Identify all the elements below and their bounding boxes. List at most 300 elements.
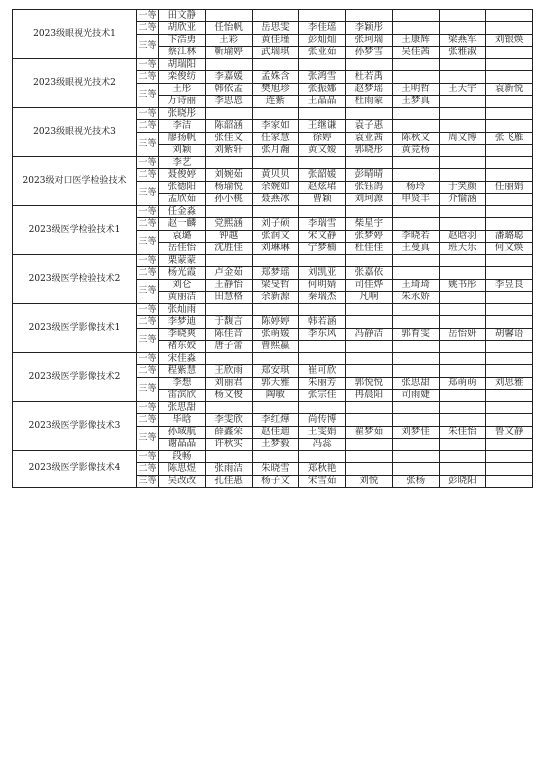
award-level-cell: 三等 (137, 279, 159, 304)
student-name-cell: 杜雨蒙 (346, 95, 393, 107)
class-name-cell: 2023级医学影像技术2 (13, 353, 137, 402)
student-name-cell (392, 169, 439, 181)
student-name-cell: 张鸿雪 (299, 71, 346, 83)
table-row (13, 108, 533, 120)
student-name-cell: 栾俊纺 (159, 71, 206, 83)
student-name-cell (486, 463, 533, 475)
student-name-cell: 王琦琦 (392, 279, 439, 291)
student-name-cell (486, 22, 533, 34)
student-name-cell (486, 144, 533, 156)
student-name-cell: 刘珂源 (346, 193, 393, 205)
student-name-cell (486, 438, 533, 450)
award-table (12, 9, 533, 488)
award-level-cell: 一等 (138, 451, 157, 462)
student-name-cell: 王彤 (159, 83, 206, 95)
student-name-cell: 宋文静 (299, 230, 346, 242)
student-name-cell (439, 438, 486, 450)
class-name-cell: 2023级眼视光技术2 (13, 59, 137, 108)
student-name-cell (252, 402, 299, 414)
student-name-cell: 刘凯亚 (299, 267, 346, 279)
student-name-cell: 柴星宇 (346, 218, 393, 230)
student-name-cell (205, 108, 252, 120)
student-name-cell: 李嘉媛 (205, 71, 252, 83)
student-name-cell: 梁旻哲 (252, 279, 299, 291)
student-name-cell: 郑秋艳 (299, 463, 346, 475)
student-name-cell: 朱永娇 (392, 291, 439, 303)
student-name-cell: 陈思煜 (159, 463, 206, 475)
student-name-cell: 赵梦瑶 (346, 83, 393, 95)
award-level-cell: 三等 (137, 328, 159, 353)
student-name-cell (486, 316, 533, 328)
student-name-cell: 王康辉 (392, 34, 439, 46)
student-name-cell: 李瑞雪 (299, 218, 346, 230)
student-name-cell (299, 340, 346, 352)
student-name-cell: 党熙涵 (205, 218, 252, 230)
student-name-cell: 王梦真 (392, 95, 439, 107)
student-name-cell: 李家如 (252, 120, 299, 132)
student-name-cell: 刘梦佳 (392, 426, 439, 438)
student-name-cell: 徐婷 (299, 132, 346, 144)
student-name-cell: 宁梦楠 (299, 242, 346, 254)
student-name-cell (346, 206, 393, 218)
student-name-cell (346, 157, 393, 169)
student-name-cell (486, 193, 533, 205)
award-level-cell: 二等 (138, 71, 157, 82)
student-name-cell (392, 365, 439, 377)
student-name-cell (439, 316, 486, 328)
student-name-cell: 孔佳惠 (205, 475, 252, 487)
student-name-cell (486, 389, 533, 401)
student-name-cell: 岳思雯 (252, 22, 299, 34)
student-name-cell (346, 255, 393, 267)
student-name-cell: 黄文嫒 (299, 144, 346, 156)
student-name-cell (392, 438, 439, 450)
student-name-cell (486, 414, 533, 426)
student-name-cell (299, 353, 346, 365)
award-level-cell: 一等 (138, 402, 157, 413)
student-name-cell: 栗蒙蒙 (159, 255, 206, 267)
student-name-cell: 赵佳迪 (252, 426, 299, 438)
award-level-cell: 二等 (138, 316, 157, 327)
student-name-cell: 刘思雅 (486, 377, 533, 389)
student-name-cell (392, 340, 439, 352)
student-name-cell (299, 108, 346, 120)
student-name-cell: 李佳瑶 (299, 22, 346, 34)
award-level-cell: 三等 (137, 132, 159, 157)
student-name-cell: 袁璐 (159, 230, 206, 242)
student-name-cell (392, 402, 439, 414)
student-name-cell: 郭悦悦 (346, 377, 393, 389)
student-name-cell: 张振娜 (299, 83, 346, 95)
student-name-cell (392, 120, 439, 132)
student-name-cell: 田文静 (159, 10, 206, 22)
student-name-cell: 孙域航 (159, 426, 206, 438)
student-name-cell: 杜佳佳 (346, 242, 393, 254)
student-name-cell: 韩若涵 (299, 316, 346, 328)
student-name-cell: 孟姝含 (252, 71, 299, 83)
student-name-cell: 凡响 (346, 291, 393, 303)
student-name-cell: 张雅淑 (439, 46, 486, 58)
student-name-cell: 张思甜 (392, 377, 439, 389)
student-name-cell (439, 389, 486, 401)
student-name-cell: 朱丽芳 (299, 377, 346, 389)
award-level-cell: 二等 (138, 365, 157, 376)
student-name-cell: 张飞雁 (486, 132, 533, 144)
student-name-cell: 褚东姣 (159, 340, 206, 352)
student-name-cell: 杨光霞 (159, 267, 206, 279)
student-name-cell: 刘紫轩 (205, 144, 252, 156)
student-name-cell: 杨瑜悦 (205, 181, 252, 193)
student-name-cell: 薛鑫荣 (205, 426, 252, 438)
student-name-cell (439, 365, 486, 377)
student-name-cell: 李红燁 (252, 414, 299, 426)
student-name-cell: 刘子硕 (252, 218, 299, 230)
table-row (13, 304, 533, 316)
student-name-cell (439, 144, 486, 156)
student-name-cell (486, 365, 533, 377)
student-name-cell (486, 206, 533, 218)
student-name-cell (205, 157, 252, 169)
student-name-cell: 杜若禹 (346, 71, 393, 83)
student-name-cell: 冉晨阳 (346, 389, 393, 401)
student-name-cell: 于馥言 (205, 316, 252, 328)
award-level-cell: 三等 (137, 83, 159, 108)
student-name-cell: 余婉如 (252, 181, 299, 193)
student-name-cell (392, 353, 439, 365)
award-level-cell: 二等 (138, 414, 157, 425)
student-name-cell: 许秋实 (205, 438, 252, 450)
award-level-cell: 三等 (137, 34, 159, 59)
student-name-cell (252, 255, 299, 267)
student-name-cell (392, 255, 439, 267)
student-name-cell: 樊旭珍 (252, 83, 299, 95)
student-name-cell: 宋佳淼 (159, 353, 206, 365)
student-name-cell (205, 451, 252, 463)
student-name-cell (486, 353, 533, 365)
student-name-cell: 刘琳琳 (252, 242, 299, 254)
student-name-cell (392, 218, 439, 230)
student-name-cell (486, 255, 533, 267)
student-name-cell (439, 59, 486, 71)
student-name-cell (439, 340, 486, 352)
class-name-cell: 2023级医学影像技术1 (13, 304, 137, 353)
student-name-cell: 李颖彤 (346, 22, 393, 34)
award-level-cell: 二等 (138, 463, 157, 474)
student-name-cell: 彭晓阳 (439, 475, 486, 487)
student-name-cell (439, 108, 486, 120)
student-name-cell (252, 206, 299, 218)
student-name-cell (205, 59, 252, 71)
class-name-cell: 2023级医学检验技术1 (13, 206, 137, 255)
student-name-cell (392, 10, 439, 22)
student-name-cell: 何文焕 (486, 242, 533, 254)
student-name-cell: 李晓爽 (159, 328, 206, 340)
student-name-cell (205, 353, 252, 365)
student-name-cell (439, 414, 486, 426)
class-name-cell: 2023级医学影像技术4 (13, 451, 137, 488)
student-name-cell (299, 206, 346, 218)
student-name-cell (486, 10, 533, 22)
student-name-cell: 翟梦茹 (346, 426, 393, 438)
award-level-cell: 三等 (137, 426, 159, 451)
award-level-cell: 一等 (138, 353, 157, 364)
student-name-cell: 王天宇 (439, 83, 486, 95)
student-name-cell: 段畅 (159, 451, 206, 463)
student-name-cell: 杨玲 (392, 181, 439, 193)
student-name-cell: 司佳烨 (346, 279, 393, 291)
student-name-cell: 宋雪茹 (299, 475, 346, 487)
class-name-cell: 2023级医学影像技术3 (13, 402, 137, 451)
student-name-cell: 彭灿灿 (299, 34, 346, 46)
student-name-cell: 袁新悦 (486, 83, 533, 95)
student-name-cell: 李思恩 (205, 95, 252, 107)
student-name-cell: 谢晶晶 (159, 438, 206, 450)
table-row (13, 10, 533, 22)
student-name-cell (486, 95, 533, 107)
student-name-cell: 任怡帆 (205, 22, 252, 34)
student-name-cell: 尚传博 (299, 414, 346, 426)
award-level-cell: 一等 (138, 59, 157, 70)
award-list-sheet (12, 9, 532, 488)
student-name-cell: 李梦迪 (159, 316, 206, 328)
award-level-cell: 二等 (138, 218, 157, 229)
student-name-cell (346, 340, 393, 352)
student-name-cell (299, 304, 346, 316)
student-name-cell: 陈秋文 (392, 132, 439, 144)
student-name-cell: 胡欣亚 (159, 22, 206, 34)
student-name-cell: 钟越 (205, 230, 252, 242)
table-row (13, 402, 533, 414)
student-name-cell (299, 59, 346, 71)
award-level-cell: 三等 (138, 476, 157, 487)
student-name-cell: 姚书彤 (439, 279, 486, 291)
student-name-cell: 岳佳怡 (159, 242, 206, 254)
student-name-cell: 何明婧 (299, 279, 346, 291)
student-name-cell: 崔可欣 (299, 365, 346, 377)
student-name-cell (392, 157, 439, 169)
student-name-cell: 朱佳怡 (439, 426, 486, 438)
student-name-cell (439, 95, 486, 107)
student-name-cell (346, 59, 393, 71)
student-name-cell (486, 267, 533, 279)
student-name-cell: 陈韶涵 (205, 120, 252, 132)
student-name-cell: 赵一麟 (159, 218, 206, 230)
student-name-cell: 郭晓彤 (346, 144, 393, 156)
student-name-cell (486, 120, 533, 132)
student-name-cell: 卢金茹 (205, 267, 252, 279)
student-name-cell: 张韶媛 (299, 169, 346, 181)
student-name-cell (439, 169, 486, 181)
student-name-cell: 刘悦 (346, 475, 393, 487)
student-name-cell (486, 402, 533, 414)
student-name-cell: 刘仑 (159, 279, 206, 291)
student-name-cell: 连紫 (252, 95, 299, 107)
student-name-cell: 刘颖 (159, 144, 206, 156)
student-name-cell (486, 169, 533, 181)
student-name-cell (346, 463, 393, 475)
class-name-cell: 2023级眼视光技术1 (13, 10, 137, 59)
student-name-cell (346, 451, 393, 463)
student-name-cell (392, 451, 439, 463)
student-name-cell: 冯静洁 (346, 328, 393, 340)
student-name-cell (392, 206, 439, 218)
award-level-cell: 一等 (138, 304, 157, 315)
student-name-cell: 袁亚茜 (346, 132, 393, 144)
student-name-cell (392, 267, 439, 279)
student-name-cell: 潘璐聪 (486, 230, 533, 242)
student-name-cell (299, 10, 346, 22)
student-name-cell (392, 414, 439, 426)
student-name-cell: 陶敏 (252, 389, 299, 401)
student-name-cell: 黄丽洁 (159, 291, 206, 303)
student-name-cell: 张思甜 (159, 402, 206, 414)
student-name-cell: 秦瑞杰 (299, 291, 346, 303)
student-name-cell: 李晓若 (392, 230, 439, 242)
student-name-cell: 张嘉依 (346, 267, 393, 279)
student-name-cell: 张钰鸽 (346, 181, 393, 193)
student-name-cell: 聂燕冰 (252, 193, 299, 205)
student-name-cell (392, 59, 439, 71)
student-name-cell: 蔡江林 (159, 46, 206, 58)
student-name-cell: 胡瑞阳 (159, 59, 206, 71)
table-row (13, 255, 533, 267)
student-name-cell (439, 267, 486, 279)
student-name-cell: 任金淼 (159, 206, 206, 218)
student-name-cell: 杨子文 (252, 475, 299, 487)
student-name-cell: 余新源 (252, 291, 299, 303)
student-name-cell: 张灿雨 (159, 304, 206, 316)
student-name-cell (439, 218, 486, 230)
student-name-cell (439, 22, 486, 34)
student-name-cell: 万诗丽 (159, 95, 206, 107)
student-name-cell (392, 463, 439, 475)
student-name-cell: 杨文俊 (205, 389, 252, 401)
student-name-cell (252, 304, 299, 316)
student-name-cell (486, 46, 533, 58)
student-name-cell: 郑安琪 (252, 365, 299, 377)
student-name-cell: 鲁文静 (486, 426, 533, 438)
student-name-cell: 彭晴晴 (346, 169, 393, 181)
student-name-cell (439, 304, 486, 316)
class-name-cell: 2023级医学检验技术2 (13, 255, 137, 304)
student-name-cell (439, 255, 486, 267)
student-name-cell: 张月瀚 (252, 144, 299, 156)
student-name-cell: 赵晗羽 (439, 230, 486, 242)
award-level-cell: 一等 (138, 108, 157, 119)
student-name-cell: 刘丽君 (205, 377, 252, 389)
student-name-cell: 程紫慧 (159, 365, 206, 377)
student-name-cell: 班天乐 (439, 242, 486, 254)
student-name-cell: 李雯欣 (205, 414, 252, 426)
student-name-cell (439, 402, 486, 414)
student-name-cell (486, 451, 533, 463)
student-name-cell (205, 304, 252, 316)
student-name-cell (346, 402, 393, 414)
student-name-cell (205, 402, 252, 414)
student-name-cell (252, 10, 299, 22)
student-name-cell (299, 402, 346, 414)
student-name-cell: 岳怡妍 (439, 328, 486, 340)
student-name-cell (439, 291, 486, 303)
class-name-cell: 2023级眼视光技术3 (13, 108, 137, 157)
student-name-cell (252, 353, 299, 365)
student-name-cell: 廖扬帆 (159, 132, 206, 144)
student-name-cell (486, 157, 533, 169)
student-name-cell (346, 438, 393, 450)
student-name-cell (439, 120, 486, 132)
student-name-cell: 卞浩勇 (159, 34, 206, 46)
student-name-cell: 郭育雯 (392, 328, 439, 340)
student-name-cell: 孙梦雪 (346, 46, 393, 58)
student-name-cell: 司雨婕 (392, 389, 439, 401)
student-name-cell: 郭天雅 (252, 377, 299, 389)
student-name-cell (486, 340, 533, 352)
student-name-cell (252, 108, 299, 120)
student-name-cell: 韩依孟 (205, 83, 252, 95)
student-name-cell: 吴改改 (159, 475, 206, 487)
student-name-cell: 郑梦瑶 (252, 267, 299, 279)
award-level-cell: 三等 (137, 377, 159, 402)
student-name-cell (486, 475, 533, 487)
award-level-cell: 三等 (137, 230, 159, 255)
award-level-cell: 三等 (137, 181, 159, 206)
student-name-cell (346, 304, 393, 316)
student-name-cell (205, 206, 252, 218)
student-name-cell (439, 206, 486, 218)
table-row (13, 59, 533, 71)
student-name-cell (392, 22, 439, 34)
class-name-cell: 2023级对口医学检验技术 (13, 157, 137, 206)
student-name-cell: 李昱良 (486, 279, 533, 291)
student-name-cell (439, 10, 486, 22)
student-name-cell: 孟欣茹 (159, 193, 206, 205)
award-level-cell: 二等 (138, 267, 157, 278)
student-name-cell: 周文博 (439, 132, 486, 144)
student-name-cell: 靳瑜婷 (205, 46, 252, 58)
student-name-cell (392, 108, 439, 120)
student-name-cell: 雷滨欣 (159, 389, 206, 401)
student-name-cell (486, 59, 533, 71)
award-level-cell: 二等 (138, 22, 157, 33)
student-name-cell (486, 218, 533, 230)
student-name-cell (299, 451, 346, 463)
student-name-cell: 王梦毅 (252, 438, 299, 450)
student-name-cell: 于笑颜 (439, 181, 486, 193)
student-name-cell (392, 316, 439, 328)
student-name-cell: 申贤丰 (392, 193, 439, 205)
student-name-cell (252, 451, 299, 463)
student-name-cell: 陈婷婷 (252, 316, 299, 328)
student-name-cell: 王静怡 (205, 279, 252, 291)
student-name-cell: 武瑞琪 (252, 46, 299, 58)
student-name-cell (439, 353, 486, 365)
student-name-cell (439, 71, 486, 83)
student-name-cell: 田慧格 (205, 291, 252, 303)
student-name-cell (439, 463, 486, 475)
student-name-cell: 张杨 (392, 475, 439, 487)
student-name-cell (439, 451, 486, 463)
student-name-cell (486, 108, 533, 120)
student-name-cell: 李洁 (159, 120, 206, 132)
student-name-cell: 袁子惠 (346, 120, 393, 132)
student-name-cell: 张润文 (252, 230, 299, 242)
student-name-cell (486, 71, 533, 83)
student-name-cell: 张萌媛 (252, 328, 299, 340)
student-name-cell (346, 365, 393, 377)
table-row (13, 353, 533, 365)
student-name-cell: 王曼真 (392, 242, 439, 254)
student-name-cell: 张雨洁 (205, 463, 252, 475)
